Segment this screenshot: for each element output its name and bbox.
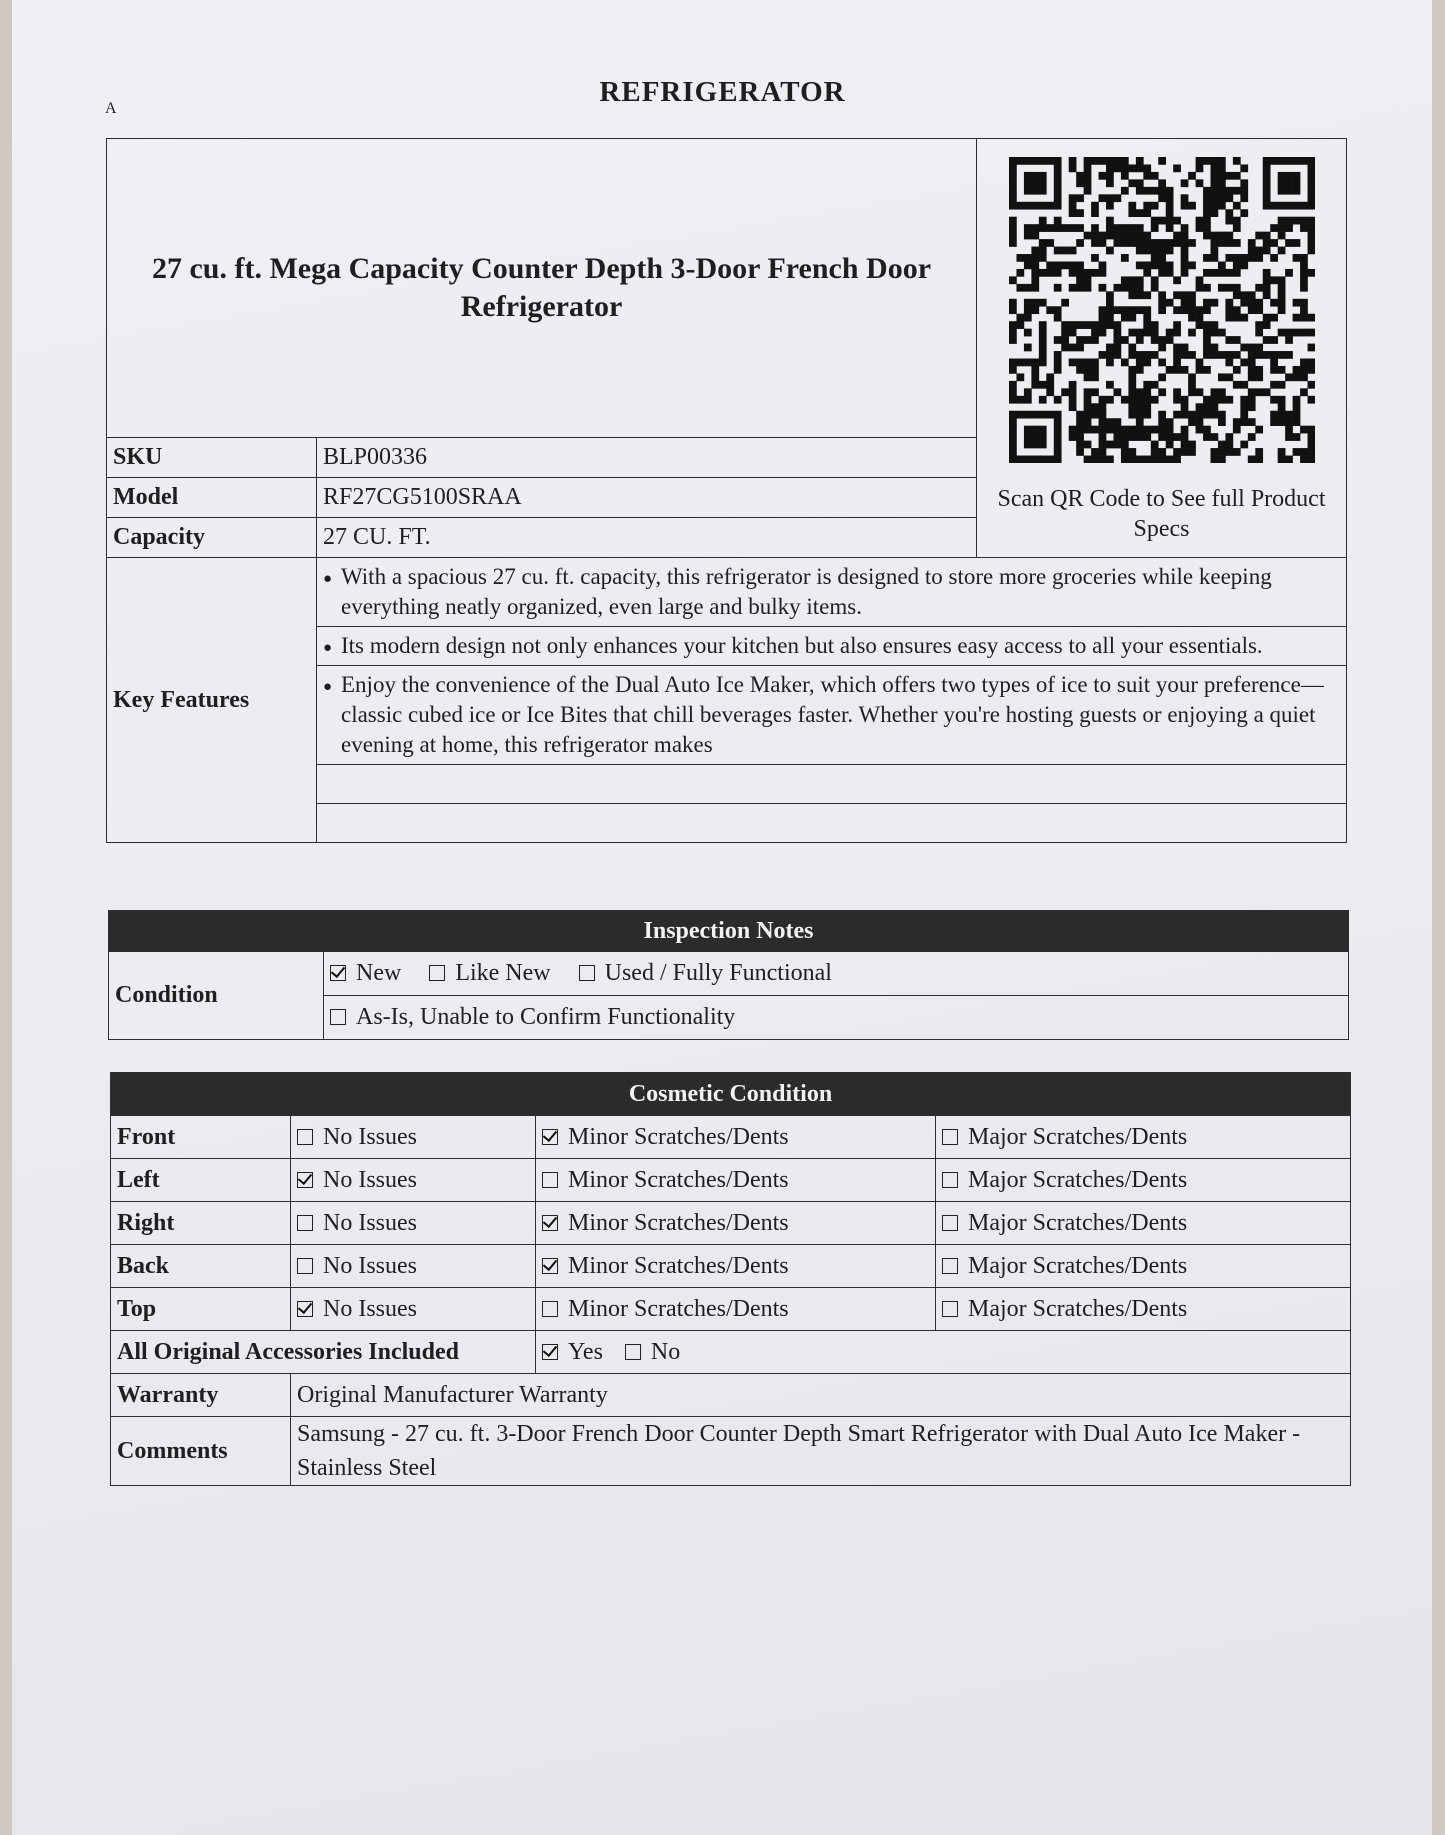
sku-label: SKU (107, 438, 317, 478)
table-row (111, 1288, 1351, 1331)
option-cell (536, 1245, 936, 1288)
checked-checkbox-icon (330, 965, 346, 981)
accessories-options (536, 1331, 1351, 1374)
option-label: Like New (455, 960, 551, 986)
no-issues-checkbox[interactable] (297, 1296, 417, 1323)
option-label: No Issues (323, 1295, 417, 1322)
qr-code-icon[interactable] (1009, 157, 1315, 463)
checked-checkbox-icon (542, 1215, 558, 1231)
condition-as-is-checkbox[interactable] (330, 1004, 735, 1031)
condition-used-checkbox[interactable] (579, 960, 832, 987)
option-label: New (356, 960, 402, 986)
condition-label: Condition (109, 952, 324, 1040)
major-scratches-checkbox[interactable] (942, 1124, 1187, 1151)
checkbox-icon (542, 1172, 558, 1188)
table-row (111, 1374, 1351, 1417)
option-label: Major Scratches/Dents (968, 1252, 1188, 1279)
minor-scratches-checkbox[interactable] (542, 1210, 789, 1237)
side-label: Top (111, 1288, 291, 1331)
accessories-no-checkbox[interactable] (625, 1339, 680, 1366)
option-cell (536, 1202, 936, 1245)
no-issues-checkbox[interactable] (297, 1210, 417, 1237)
minor-scratches-checkbox[interactable] (542, 1253, 789, 1280)
cosmetic-condition-header: Cosmetic Condition (111, 1073, 1351, 1116)
table-row (111, 1331, 1351, 1374)
product-table (106, 138, 1347, 843)
qr-block (977, 139, 1347, 558)
option-cell (291, 1159, 536, 1202)
feature-item: ● Its modern design not only enhances your kitchen but also ensures easy access to all your essentials. (317, 627, 1347, 666)
side-label: Left (111, 1159, 291, 1202)
option-cell (536, 1288, 936, 1331)
corner-mark: A (105, 100, 117, 117)
side-label: Right (111, 1202, 291, 1245)
feature-item: ● With a spacious 27 cu. ft. capacity, this refrigerator is designed to store more groceries while keeping everything neatly organized, even large and bulky items. (317, 558, 1347, 627)
option-label: No (650, 1338, 681, 1365)
checkbox-icon (942, 1258, 958, 1274)
option-cell (536, 1159, 936, 1202)
checkbox-icon (942, 1301, 958, 1317)
option-cell (936, 1202, 1351, 1245)
checkbox-icon (942, 1129, 958, 1145)
option-label: Minor Scratches/Dents (568, 1209, 789, 1236)
checkbox-icon (542, 1301, 558, 1317)
checkbox-icon (429, 965, 445, 981)
key-features-label: Key Features (107, 558, 317, 843)
comments-label: Comments (111, 1417, 291, 1486)
cosmetic-condition-table (110, 1072, 1351, 1486)
checkbox-icon (942, 1215, 958, 1231)
option-cell (936, 1245, 1351, 1288)
accessories-label: All Original Accessories Included (111, 1331, 536, 1374)
option-label: Major Scratches/Dents (968, 1295, 1188, 1322)
option-cell (936, 1159, 1351, 1202)
accessories-yes-checkbox[interactable] (542, 1339, 603, 1366)
qr-caption: Scan QR Code to See full Product Specs (997, 486, 1326, 542)
inspection-notes-header: Inspection Notes (109, 911, 1349, 952)
minor-scratches-checkbox[interactable] (542, 1296, 789, 1323)
table-row (111, 1417, 1351, 1486)
option-label: Minor Scratches/Dents (568, 1252, 789, 1279)
option-label: Minor Scratches/Dents (568, 1166, 789, 1193)
major-scratches-checkbox[interactable] (942, 1296, 1187, 1323)
option-label: Minor Scratches/Dents (568, 1295, 789, 1322)
option-label: No Issues (323, 1209, 417, 1236)
option-label: Used / Fully Functional (604, 960, 832, 986)
condition-new-checkbox[interactable] (330, 960, 401, 987)
checked-checkbox-icon (542, 1129, 558, 1145)
capacity-value: 27 CU. FT. (317, 518, 977, 558)
checkbox-icon (297, 1129, 313, 1145)
table-row (111, 1202, 1351, 1245)
condition-options-row (324, 952, 1349, 996)
capacity-label: Capacity (107, 518, 317, 558)
no-issues-checkbox[interactable] (297, 1253, 417, 1280)
checked-checkbox-icon (542, 1258, 558, 1274)
checked-checkbox-icon (297, 1301, 313, 1317)
feature-item: ● Enjoy the convenience of the Dual Auto Ice Maker, which offers two types of ice to suit your preference—classic cubed ice or Ice Bites that chill beverages faster. Whether you're hosting guests or enjoying a quiet evening at home, this refrigerator makes (317, 666, 1347, 765)
minor-scratches-checkbox[interactable] (542, 1124, 789, 1151)
option-label: No Issues (323, 1166, 417, 1193)
checkbox-icon (942, 1172, 958, 1188)
option-label: Minor Scratches/Dents (568, 1123, 789, 1150)
option-cell (291, 1288, 536, 1331)
option-cell (291, 1202, 536, 1245)
checked-checkbox-icon (297, 1172, 313, 1188)
sku-value: BLP00336 (317, 438, 977, 478)
comments-value: Samsung - 27 cu. ft. 3-Door French Door Counter Depth Smart Refrigerator with Dual Auto Ice Maker - Stainless Steel (291, 1417, 1351, 1486)
checked-checkbox-icon (542, 1344, 558, 1360)
option-label: Yes (568, 1338, 603, 1365)
condition-options-row (324, 996, 1349, 1040)
minor-scratches-checkbox[interactable] (542, 1167, 789, 1194)
option-label: Major Scratches/Dents (968, 1166, 1188, 1193)
major-scratches-checkbox[interactable] (942, 1253, 1187, 1280)
major-scratches-checkbox[interactable] (942, 1210, 1187, 1237)
option-label: No Issues (323, 1252, 417, 1279)
no-issues-checkbox[interactable] (297, 1167, 417, 1194)
option-cell (291, 1116, 536, 1159)
checkbox-icon (297, 1215, 313, 1231)
option-cell (936, 1116, 1351, 1159)
checkbox-icon (579, 965, 595, 981)
checkbox-icon (330, 1009, 346, 1025)
product-name: 27 cu. ft. Mega Capacity Counter Depth 3-Door French Door Refrigerator (107, 139, 977, 438)
option-label: As-Is, Unable to Confirm Functionality (356, 1004, 736, 1030)
side-label: Back (111, 1245, 291, 1288)
checkbox-icon (297, 1258, 313, 1274)
condition-like-new-checkbox[interactable] (429, 960, 550, 987)
inspection-notes-table (108, 910, 1349, 1040)
no-issues-checkbox[interactable] (297, 1124, 417, 1151)
option-label: Major Scratches/Dents (968, 1123, 1188, 1150)
document-title: REFRIGERATOR (599, 76, 846, 108)
feature-empty-row (317, 765, 1347, 804)
table-row (111, 1116, 1351, 1159)
option-label: Major Scratches/Dents (968, 1209, 1188, 1236)
option-label: No Issues (323, 1123, 417, 1150)
option-cell (536, 1116, 936, 1159)
checkbox-icon (625, 1344, 641, 1360)
table-row (111, 1245, 1351, 1288)
side-label: Front (111, 1116, 291, 1159)
table-row (111, 1159, 1351, 1202)
feature-empty-row (317, 804, 1347, 843)
option-cell (291, 1245, 536, 1288)
model-label: Model (107, 478, 317, 518)
warranty-value: Original Manufacturer Warranty (291, 1374, 1351, 1417)
warranty-label: Warranty (111, 1374, 291, 1417)
option-cell (936, 1288, 1351, 1331)
major-scratches-checkbox[interactable] (942, 1167, 1187, 1194)
model-value: RF27CG5100SRAA (317, 478, 977, 518)
